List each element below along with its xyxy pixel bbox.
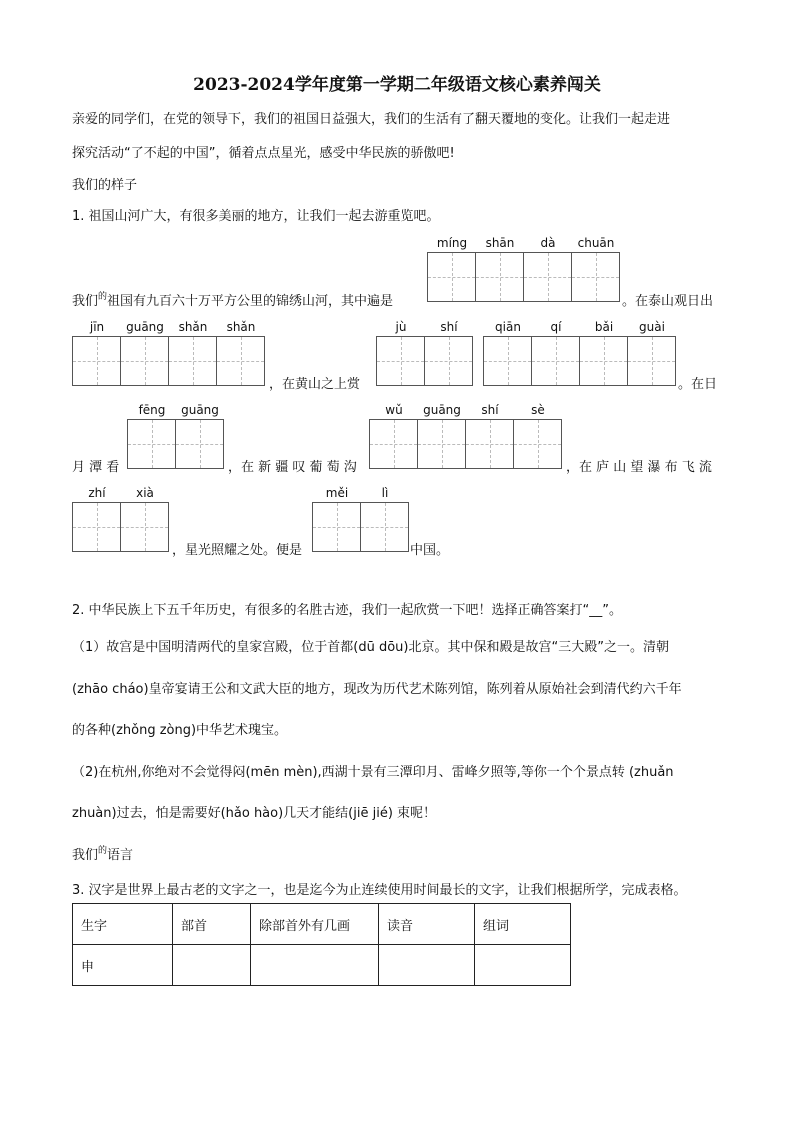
q2-paragraph-2-line-1: （2)在杭州,你绝对不会觉得闷(mēn mèn),西湖十景有三潭印月、雷峰夕照等,等你一个个景点转 (zhuǎn [72, 765, 674, 780]
grid-cell[interactable]: fēng [128, 420, 176, 468]
grid-cell[interactable]: jù [377, 337, 425, 385]
intro-line-2: 探究活动“了不起的中国”，循着点点星光，感受中华民族的骄傲吧! [72, 146, 455, 161]
grid-cell[interactable]: bǎi [580, 337, 628, 385]
answer-grid-qianqibaiguai[interactable] [483, 320, 676, 386]
grid-cell[interactable]: míng [428, 253, 476, 301]
q1-row2-middle: ，在黄山之上赏 [269, 377, 361, 392]
character-table [72, 903, 571, 986]
table-cell-radical[interactable] [173, 945, 251, 986]
q1-row3-suffix: ，在 庐 山 望 瀑 布 飞 流 [566, 460, 712, 475]
q1-row1-prefix: 我们$^的$祖国有九百六十万平方公里的锦绣山河，其中遍是 [72, 292, 394, 309]
question-3-stem: 3. 汉字是世界上最古老的文字之一，也是迄今为止连续使用时间最长的文字，让我们根据所学，完成表格。 [72, 883, 687, 898]
answer-grid-wuguangshise[interactable] [369, 403, 562, 469]
grid-cell[interactable]: guāng [176, 420, 223, 468]
grid-cell[interactable]: shǎn [217, 337, 264, 385]
grid-cell[interactable]: qí [532, 337, 580, 385]
grid-cell[interactable]: wǔ [370, 420, 418, 468]
answer-grid-mingshandachuan[interactable] [427, 236, 620, 302]
grid-cell[interactable]: shān [476, 253, 524, 301]
q1-row1-suffix: 。在泰山观日出 [622, 294, 714, 309]
table-cell-pronunciation[interactable] [379, 945, 475, 986]
page-title: 2023-2024学年度第一学期二年级语文核心素养闯关 [193, 75, 601, 95]
grid-cell[interactable]: shí [466, 420, 514, 468]
column-header: 部首 [173, 904, 251, 945]
q1-row2-suffix: 。在日 [678, 377, 718, 392]
table-header-row [73, 904, 571, 945]
q1-row3-middle: ，在 新 疆 叹 葡 萄 沟 [228, 460, 357, 475]
q1-row3-prefix: 月 潭 看 [72, 460, 120, 475]
grid-cell[interactable]: xià [121, 503, 168, 551]
table-row [73, 945, 571, 986]
grid-cell[interactable]: jīn [73, 337, 121, 385]
answer-grid-meili[interactable] [312, 486, 409, 552]
answer-grid-jushi[interactable] [376, 320, 473, 386]
intro-line-1: 亲爱的同学们，在党的领导下，我们的祖国日益强大，我们的生活有了翻天覆地的变化。让我们一起走进 [72, 112, 671, 127]
grid-cell[interactable]: guài [628, 337, 675, 385]
grid-cell[interactable]: chuān [572, 253, 619, 301]
grid-cell[interactable]: lì [361, 503, 408, 551]
grid-cell[interactable]: qiān [484, 337, 532, 385]
grid-cell[interactable]: shí [425, 337, 472, 385]
question-1-stem: 1. 祖国山河广大，有很多美丽的地方，让我们一起去游重览吧。 [72, 209, 440, 224]
grid-cell[interactable]: zhí [73, 503, 121, 551]
q2-paragraph-2-line-2: zhuàn)过去，怕是需要好(hǎo hào)几天才能结(jiē jié) 束呢！ [72, 806, 437, 821]
table-cell-character: 申 [73, 945, 173, 986]
q2-paragraph-1-line-1: （1）故宫是中国明清两代的皇家宫殿，位于首都(dū dōu)北京。其中保和殿是故宫“三大殿”之一。清朝 [72, 640, 669, 655]
column-header: 组词 [475, 904, 571, 945]
column-header: 读音 [379, 904, 475, 945]
answer-grid-jinguangshanshan[interactable] [72, 320, 265, 386]
table-cell-stroke-count[interactable] [251, 945, 379, 986]
q2-paragraph-1-line-3: 的各种(zhǒng zòng)中华艺术瑰宝。 [72, 723, 288, 738]
grid-cell[interactable]: sè [514, 420, 561, 468]
section-heading-language: 我们$^的$语言 [72, 846, 134, 863]
column-header: 除部首外有几画 [251, 904, 379, 945]
answer-grid-zhixia[interactable] [72, 486, 169, 552]
section-heading-appearance: 我们的样子 [72, 178, 138, 193]
column-header: 生字 [73, 904, 173, 945]
grid-cell[interactable]: guāng [418, 420, 466, 468]
question-2-stem: 2. 中华民族上下五千年历史，有很多的名胜古迹，我们一起欣赏一下吧！选择正确答案打“__”。 [72, 603, 623, 618]
grid-cell[interactable]: guāng [121, 337, 169, 385]
grid-cell[interactable]: dà [524, 253, 572, 301]
q1-row4-suffix: 中国。 [410, 543, 450, 558]
grid-cell[interactable]: měi [313, 503, 361, 551]
grid-cell[interactable]: shǎn [169, 337, 217, 385]
q2-paragraph-1-line-2: (zhāo cháo)皇帝宴请王公和文武大臣的地方，现改为历代艺术陈列馆，陈列着从原始社会到清代约六千年 [72, 682, 682, 697]
answer-grid-fengguang[interactable] [127, 403, 224, 469]
table-cell-word[interactable] [475, 945, 571, 986]
q1-row4-middle: ，星光照耀之处。便是 [172, 543, 303, 558]
